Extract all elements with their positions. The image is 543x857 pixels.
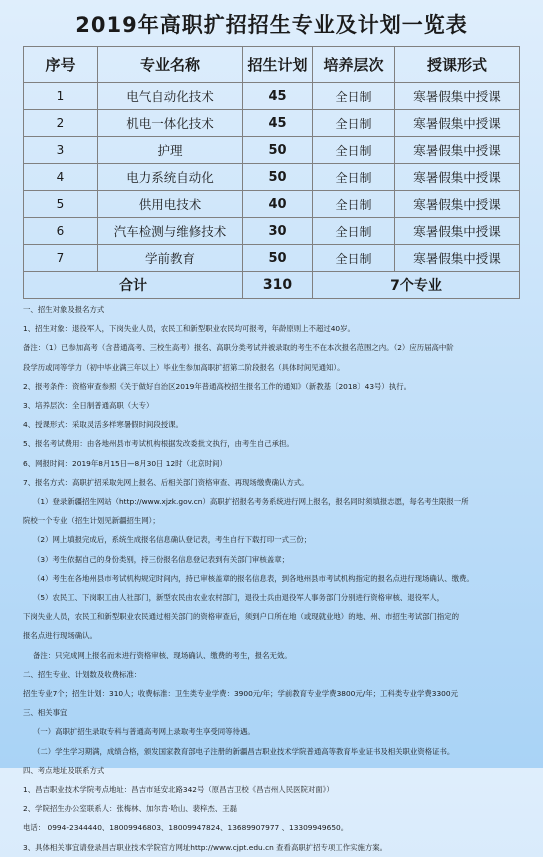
table-row xyxy=(24,137,520,164)
cell-major: 电力系统自动化 xyxy=(98,164,243,191)
cell-form: 寒暑假集中授课 xyxy=(395,218,520,245)
table-row xyxy=(24,164,520,191)
note-line: 二、招生专业、计划数及收费标准： xyxy=(23,669,142,679)
table-header-row xyxy=(24,47,520,83)
header-no: 序号 xyxy=(24,47,98,83)
note-line: 电话： 0994-2344440、18009946803、18009947824、13689907977 、13309949650。 xyxy=(23,823,349,833)
note-line: 三、相关事宜 xyxy=(23,708,68,718)
cell-major: 学前教育 xyxy=(98,245,243,272)
cell-level: 全日制 xyxy=(313,83,395,110)
note-line: 3、培养层次：全日制普通高职（大专） xyxy=(23,401,154,411)
total-label: 合计 xyxy=(24,272,243,299)
cell-plan: 50 xyxy=(243,137,313,164)
header-level: 培养层次 xyxy=(313,47,395,83)
note-line: 1、招生对象：退役军人，下岗失业人员，农民工和新型职业农民均可报考，年龄原则上不超过40岁。 xyxy=(23,324,355,334)
cell-major: 护理 xyxy=(98,137,243,164)
cell-no: 4 xyxy=(24,164,98,191)
note-line: 7、报名方式：高职扩招采取先网上报名、后相关部门资格审查、再现场缴费确认方式。 xyxy=(23,477,309,487)
cell-form: 寒暑假集中授课 xyxy=(395,191,520,218)
cell-major: 供用电技术 xyxy=(98,191,243,218)
cell-no: 3 xyxy=(24,137,98,164)
note-line: （5）农民工、下岗职工由人社部门，新型农民由农业农村部门，退役士兵由退役军人事务部门分别进行资格审核、退役军人， xyxy=(33,593,445,603)
cell-no: 1 xyxy=(24,83,98,110)
cell-plan: 50 xyxy=(243,245,313,272)
total-plan: 310 xyxy=(243,272,313,299)
note-line: 备注：（1）已参加高考（含普通高考、三校生高考）报名、高职分类考试并被录取的考生不在本次报名范围之内。（2）应历届高中阶 xyxy=(23,343,454,353)
cell-form: 寒暑假集中授课 xyxy=(395,110,520,137)
cell-level: 全日制 xyxy=(313,110,395,137)
table-row xyxy=(24,83,520,110)
cell-plan: 40 xyxy=(243,191,313,218)
note-line: 一、招生对象及报名方式 xyxy=(23,305,105,314)
note-line: 院校一个专业（招生计划见新疆招生网）； xyxy=(23,516,160,526)
table-row xyxy=(24,110,520,137)
cell-no: 5 xyxy=(24,191,98,218)
cell-form: 寒暑假集中授课 xyxy=(395,245,520,272)
note-line: 备注：只完成网上报名而未进行资格审核、现场确认、缴费的考生，报名无效。 xyxy=(33,650,292,660)
page-title: 2019年高职扩招招生专业及计划一览表 xyxy=(75,13,468,37)
note-line: 1、昌吉职业技术学院考点地址：昌吉市延安北路342号（原昌吉卫校《昌吉州人民医院对面》） xyxy=(23,785,334,795)
note-line: 6、网报时间：2019年8月15日—8月30日 12时（北京时间） xyxy=(23,458,227,468)
cell-plan: 50 xyxy=(243,164,313,191)
note-line: 5、报名考试费用：由各地州县市考试机构根据发改委批文执行，由考生自己承担。 xyxy=(23,439,294,449)
cell-level: 全日制 xyxy=(313,218,395,245)
header-form: 授课形式 xyxy=(395,47,520,83)
cell-level: 全日制 xyxy=(313,245,395,272)
cell-form: 寒暑假集中授课 xyxy=(395,137,520,164)
cell-plan: 30 xyxy=(243,218,313,245)
note-line: 段学历或同等学力（初中毕业满三年以上）毕业生参加高职扩招第二阶段报名（具体时间见通知）。 xyxy=(23,362,345,372)
table-row xyxy=(24,245,520,272)
note-line: 2、报考条件：资格审查参照《关于做好自治区2019年普通高校招生报名工作的通知》（新教基〔2018〕43号）执行。 xyxy=(23,381,411,391)
note-line: 2、学院招生办公室联系人：张梅林、加尔肯·哈山、裴梓杰、王磊 xyxy=(23,804,237,814)
cell-level: 全日制 xyxy=(313,137,395,164)
note-line: 四、考点地址及联系方式 xyxy=(23,765,105,775)
cell-form: 寒暑假集中授课 xyxy=(395,164,520,191)
cell-no: 6 xyxy=(24,218,98,245)
note-line: 报名点进行现场确认。 xyxy=(23,631,97,641)
cell-no: 7 xyxy=(24,245,98,272)
cell-major: 汽车检测与维修技术 xyxy=(98,218,243,245)
total-majors: 7个专业 xyxy=(313,272,520,299)
plan-table xyxy=(23,46,520,299)
cell-form: 寒暑假集中授课 xyxy=(395,83,520,110)
cell-level: 全日制 xyxy=(313,191,395,218)
note-line: 招生专业7个；招生计划：310人；收费标准：卫生类专业学费：3900元/年；学前教育专业学费3800元/年；工科类专业学费3300元 xyxy=(23,689,458,699)
cell-level: 全日制 xyxy=(313,164,395,191)
note-line: 3、具体相关事宜请登录昌吉职业技术学院官方网址http://www.cjpt.edu.cn 查看高职扩招专项工作实施方案。 xyxy=(23,842,388,852)
note-line: （一）高职扩招生录取专科与普通高考网上录取考生享受同等待遇。 xyxy=(33,727,255,737)
note-line: （二）学生学习期满，成绩合格，颁发国家教育部电子注册的新疆昌吉职业技术学院普通高等教育毕业证书及相关职业资格证书。 xyxy=(33,746,455,756)
cell-no: 2 xyxy=(24,110,98,137)
note-line: （4）考生在各地州县市考试机构规定时间内，持已审核盖章的报名信息表，到各地州县市考试机构指定的报名点进行现场确认、缴费。 xyxy=(33,573,474,583)
table-row xyxy=(24,191,520,218)
total-row xyxy=(24,272,520,299)
header-plan: 招生计划 xyxy=(243,47,313,83)
cell-plan: 45 xyxy=(243,110,313,137)
note-line: 下岗失业人员，农民工和新型职业农民通过相关部门的资格审查后，须到户口所在地（或现就业地）的地、州、市招生考试部门指定的 xyxy=(23,612,460,622)
table-row xyxy=(24,218,520,245)
cell-major: 机电一体化技术 xyxy=(98,110,243,137)
note-line: 4、授课形式：采取灵活多样寒暑假时间段授课。 xyxy=(23,420,183,430)
note-line: （2）网上填报完成后，系统生成报名信息确认登记表，考生自行下载打印一式三份； xyxy=(33,535,312,545)
note-line: （1）登录新疆招生网站（http://www.xjzk.gov.cn）高职扩招报名考务系统进行网上报名，报名同时须填报志愿，每名考生限报一所 xyxy=(33,497,469,507)
cell-plan: 45 xyxy=(243,83,313,110)
notes-section xyxy=(23,300,523,857)
header-major: 专业名称 xyxy=(98,47,243,83)
note-line: （3）考生依据自己的身份类别，持三份报名信息登记表到有关部门审核盖章； xyxy=(33,554,289,564)
cell-major: 电气自动化技术 xyxy=(98,83,243,110)
